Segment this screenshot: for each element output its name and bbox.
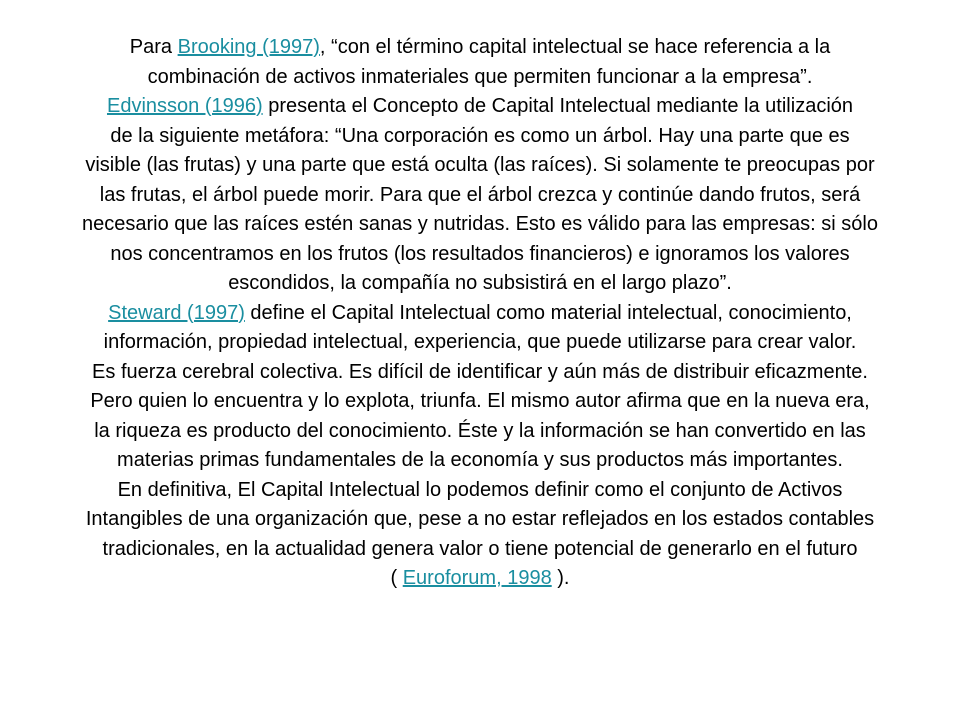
citation-link-euroforum[interactable]: Euroforum, 1998: [402, 567, 552, 589]
text-line: de la siguiente metáfora: “Una corporación es como un árbol. Hay una parte que es: [110, 124, 850, 147]
text-line: la riqueza es producto del conocimiento. Éste y la información se han convertido en las: [94, 419, 866, 442]
body-text: [0, 33, 960, 594]
text-line: Es fuerza cerebral colectiva. Es difícil de identificar y aún más de distribuir eficazmente.: [92, 360, 868, 383]
text-segment: ).: [551, 567, 570, 589]
text-segment: define el Capital Intelectual como material intelectual, conocimiento,: [244, 301, 852, 324]
text-segment: , “con el término capital intelectual se hace referencia a la: [319, 36, 831, 58]
text-line: [0, 299, 960, 329]
text-line: [0, 92, 960, 122]
text-line: visible (las frutas) y una parte que está oculta (las raíces). Si solamente te preocupas por: [85, 154, 875, 176]
text-line: nos concentramos en los frutos (los resultados financieros) e ignoramos los valores: [110, 242, 850, 265]
text-line: En definitiva, El Capital Intelectual lo podemos definir como el conjunto de Activos: [117, 478, 843, 501]
text-line: información, propiedad intelectual, experiencia, que puede utilizarse para crear valor.: [103, 331, 857, 353]
text-line: escondidos, la compañía no subsistirá en el largo plazo”.: [228, 272, 732, 294]
text-line: combinación de activos inmateriales que permiten funcionar a la empresa”.: [147, 65, 813, 88]
text-line: [0, 564, 960, 594]
text-segment: presenta el Concepto de Capital Intelectual mediante la utilización: [262, 95, 854, 117]
text-line: Intangibles de una organización que, pese a no estar reflejados en los estados contables: [85, 508, 875, 530]
text-line: [0, 33, 960, 63]
text-line: tradicionales, en la actualidad genera valor o tiene potencial de generarlo en el futuro: [102, 537, 858, 560]
text-line: Pero quien lo encuentra y lo explota, triunfa. El mismo autor afirma que en la nueva era,: [90, 390, 870, 412]
citation-link-edvinsson[interactable]: Edvinsson (1996): [106, 95, 263, 117]
text-line: materias primas fundamentales de la economía y sus productos más importantes.: [117, 449, 843, 471]
text-line: las frutas, el árbol puede morir. Para que el árbol crezca y continúe dando frutos, será: [99, 183, 861, 206]
text-line: necesario que las raíces estén sanas y nutridas. Esto es válido para las empresas: si sólo: [82, 213, 878, 235]
text-segment: (: [390, 567, 403, 589]
citation-link-brooking[interactable]: Brooking (1997): [177, 36, 320, 58]
citation-link-steward[interactable]: Steward (1997): [108, 301, 245, 324]
text-segment: Para: [129, 36, 178, 58]
